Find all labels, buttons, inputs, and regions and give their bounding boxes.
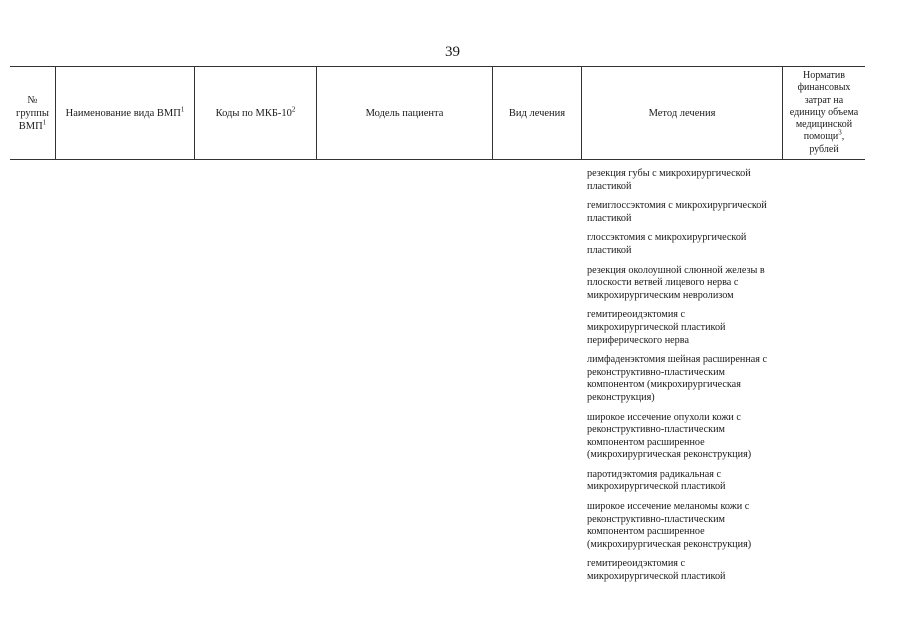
header-norm-line-1: Норматив bbox=[803, 70, 845, 82]
header-norm-footnote: 3 bbox=[838, 128, 842, 137]
treatment-methods-list bbox=[587, 168, 779, 591]
header-treatment-method-label: Метод лечения bbox=[648, 107, 716, 119]
page-number: 39 bbox=[445, 44, 460, 60]
header-norm-line-2: финансовых bbox=[797, 82, 851, 94]
header-group-line-2: группы bbox=[16, 107, 49, 119]
header-norm-line-8: рублей bbox=[809, 143, 839, 155]
header-patient-model bbox=[317, 67, 493, 159]
method-item: гемиглоссэктомия с микрохирургической пластикой bbox=[587, 200, 767, 224]
header-norm-line-5: медицинской bbox=[795, 119, 853, 131]
header-norm-line-7: , bbox=[841, 131, 845, 143]
method-item: резекция околоушной слюнной железы в плоскости ветвей лицевого нерва с микрохирургическим невролизом bbox=[587, 264, 765, 301]
header-treatment-method bbox=[582, 67, 783, 159]
header-group-line-3: ВМП bbox=[18, 120, 43, 132]
header-vmp-name-footnote: 1 bbox=[180, 105, 185, 113]
header-financial-norm bbox=[783, 67, 865, 159]
header-vmp-name-label: Наименование вида ВМП bbox=[65, 107, 181, 119]
method-item: лимфаденэктомия шейная расширенная с реконструктивно-пластическим компонентом (микрохирургическая реконструкция) bbox=[587, 354, 768, 403]
method-item: гемитиреоидэктомия с микрохирургической пластикой bbox=[587, 558, 726, 583]
method-item: глоссэктомия с микрохирургической пластикой bbox=[587, 232, 747, 256]
header-norm-line-3: затрат на bbox=[804, 94, 844, 106]
header-group-line-1: № bbox=[27, 94, 38, 106]
method-item: широкое иссечение меланомы кожи с реконструктивно-пластическим компонентом расширенное (микрохирургическая реконструкция) bbox=[587, 501, 752, 550]
header-norm-line-6: помощи bbox=[803, 131, 839, 143]
header-mkb-codes bbox=[195, 67, 317, 159]
header-group-number bbox=[10, 67, 56, 159]
method-item: широкое иссечение опухоли кожи с реконструктивно-пластическим компонентом расширенное (микрохирургическая реконструкция) bbox=[587, 411, 752, 461]
header-mkb-codes-label: Коды по МКБ-10 bbox=[215, 107, 292, 119]
method-item: паротидэктомия радикальная с микрохирургической пластикой bbox=[587, 468, 726, 493]
method-item: гемитиреоидэктомия с микрохирургической пластикой периферического нерва bbox=[587, 309, 726, 346]
header-patient-model-label: Модель пациента bbox=[365, 107, 444, 119]
header-vmp-name bbox=[56, 67, 195, 159]
table-header bbox=[10, 66, 865, 160]
header-treatment-type bbox=[493, 67, 582, 159]
header-treatment-type-label: Вид лечения bbox=[508, 107, 566, 119]
header-norm-line-4: единицу объема bbox=[789, 106, 859, 118]
header-mkb-codes-footnote: 2 bbox=[291, 105, 296, 113]
header-group-footnote: 1 bbox=[42, 118, 47, 126]
method-item: резекция губы с микрохирургической пластикой bbox=[587, 168, 751, 192]
